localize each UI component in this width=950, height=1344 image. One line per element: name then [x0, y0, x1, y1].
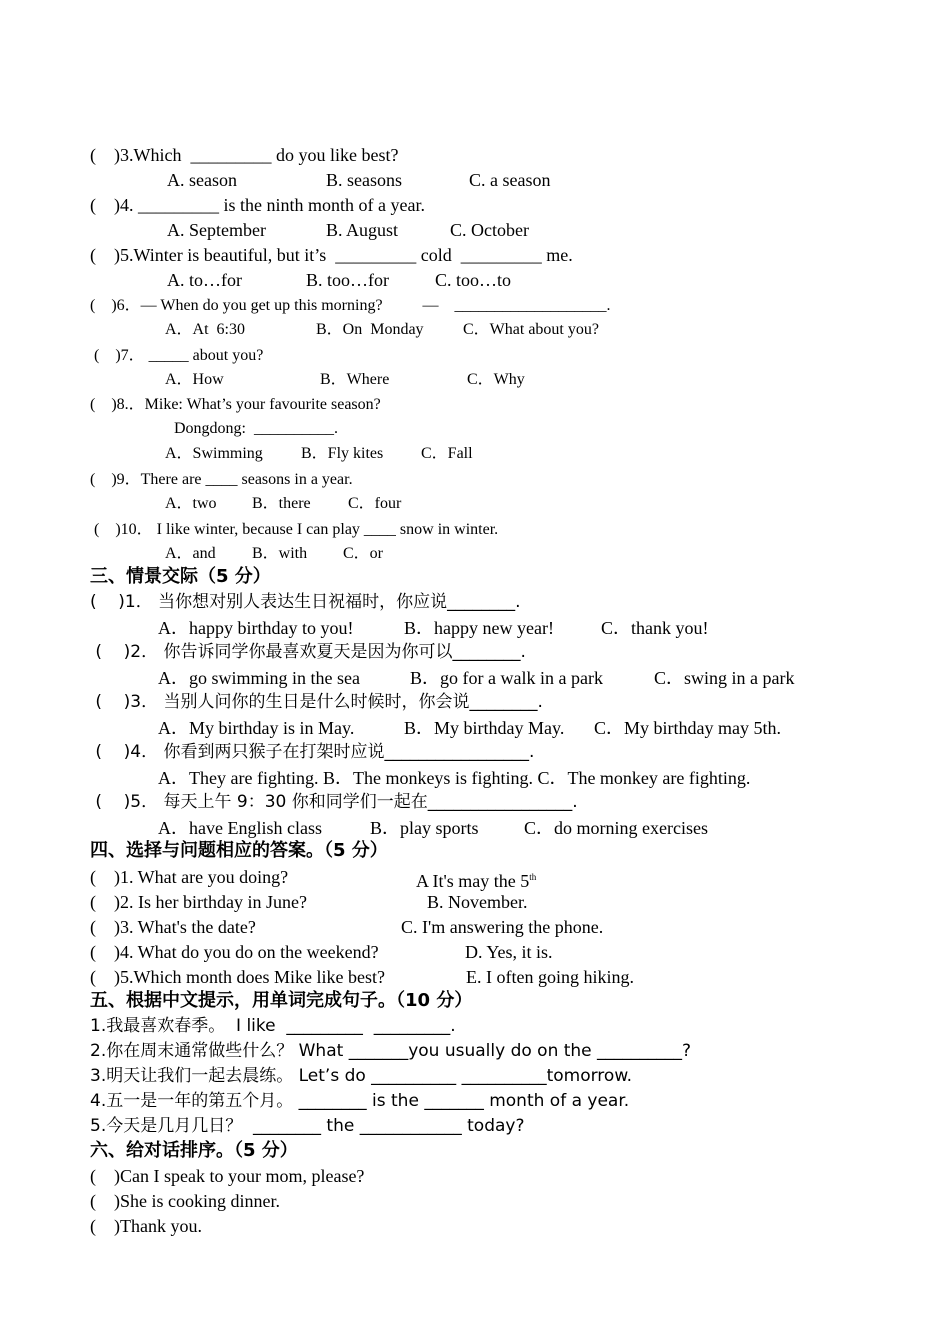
p6-line-3: ( )Thank you. — [90, 1216, 202, 1236]
p3-q2-option-c: C．swing in a park — [654, 668, 795, 688]
p4-question-3: ( )3. What's the date? — [90, 917, 256, 937]
q3-option-a: A. season — [167, 170, 237, 190]
p4-answer-c: C. I'm answering the phone. — [401, 917, 604, 937]
q7-option-b: B．Where — [320, 371, 390, 388]
q10-option-b: B．with — [252, 545, 308, 562]
q9-option-b: B．there — [252, 495, 311, 512]
p3-q5-option-b: B．play sports — [370, 818, 479, 838]
q3-option-c: C. a season — [469, 170, 551, 190]
p6-line-1: ( )Can I speak to your mom, please? — [90, 1166, 365, 1186]
p3-question-3: ( )3． 当别人问你的生日是什么时候时，你会说________. — [90, 692, 543, 712]
p5-sentence-3: 3.明天让我们一起去晨练。 Let’s do __________ __________tomorrow. — [90, 1066, 633, 1086]
section-5-heading: 五、根据中文提示，用单词完成句子。（10 分） — [90, 990, 473, 1011]
p5-sentence-4: 4.五一是一年的第五个月。 ________ is the _______ month of a year. — [90, 1091, 630, 1111]
p4-question-2: ( )2. Is her birthday in June? — [90, 892, 307, 912]
q6-option-b: B．On Monday — [316, 321, 424, 338]
p3-question-5: ( )5． 每天上午 9：30 你和同学们一起在_________________. — [90, 792, 578, 812]
question-3: ( )3.Which _________ do you like best? — [90, 145, 399, 165]
p4-question-4: ( )4. What do you do on the weekend? — [90, 942, 379, 962]
question-9: ( )9．There are ____ seasons in a year. — [90, 471, 353, 488]
q10-option-a: A．and — [165, 545, 216, 562]
p4-question-1: ( )1. What are you doing? — [90, 867, 289, 887]
p4-answer-a-sup: th — [529, 872, 537, 882]
p3-q3-option-c: C．My birthday may 5th. — [594, 718, 781, 738]
p5-sentence-2: 2.你在周末通常做些什么？ What _______you usually do on the __________? — [90, 1041, 692, 1061]
q5-option-c: C. too…to — [435, 270, 512, 290]
q10-option-c: C．or — [343, 545, 384, 562]
p4-question-5: ( )5.Which month does Mike like best? — [90, 967, 385, 987]
question-5: ( )5.Winter is beautiful, but it’s _________ cold _________ me. — [90, 245, 573, 265]
p6-line-2: ( )She is cooking dinner. — [90, 1191, 280, 1211]
p3-question-4: ( )4． 你看到两只猴子在打架时应说_________________. — [90, 742, 535, 762]
question-7: ( )7． _____ about you? — [90, 347, 264, 364]
q5-option-b: B. too…for — [306, 270, 389, 290]
section-3-heading: 三、情景交际（5 分） — [90, 566, 271, 587]
q8-option-c: C．Fall — [421, 445, 473, 462]
q6-option-c: C．What about you? — [463, 321, 599, 338]
q4-option-a: A. September — [167, 220, 266, 240]
p5-sentence-1: 1.我最喜欢春季。 I like _________ _________. — [90, 1016, 456, 1036]
p4-answer-e: E. I often going hiking. — [466, 967, 634, 987]
p4-answer-a — [416, 866, 536, 892]
p3-q5-option-c: C．do morning exercises — [524, 818, 708, 838]
p3-q2-option-b: B．go for a walk in a park — [410, 668, 603, 688]
p4-answer-b: B. November. — [427, 892, 528, 912]
q9-option-a: A．two — [165, 495, 217, 512]
q9-option-c: C．four — [348, 495, 402, 512]
q6-option-a: A．At 6:30 — [165, 321, 246, 338]
q3-option-b: B. seasons — [326, 170, 402, 190]
q4-option-c: C. October — [450, 220, 529, 240]
q8-reply: Dongdong: __________. — [174, 420, 338, 437]
question-10: ( )10． I like winter, because I can play ____ snow in winter. — [90, 521, 499, 538]
section-6-heading: 六、给对话排序。（5 分） — [90, 1140, 298, 1161]
p4-answer-a-text: A It's may the 5 — [416, 871, 530, 891]
p3-q3-option-a: A．My birthday is in May. — [158, 718, 355, 738]
p3-q1-option-c: C．thank you! — [601, 618, 709, 638]
q4-option-b: B. August — [326, 220, 399, 240]
section-4-heading: 四、选择与问题相应的答案。（5 分） — [90, 840, 388, 861]
q8-option-b: B．Fly kites — [301, 445, 384, 462]
p3-q4-options: A．They are fighting. B．The monkeys is fighting. C．The monkey are fighting. — [158, 768, 751, 788]
q8-option-a: A．Swimming — [165, 445, 263, 462]
p3-q1-option-b: B．happy new year! — [404, 618, 554, 638]
question-6: ( )6．— When do you get up this morning? — ___________________. — [90, 297, 611, 314]
p3-q3-option-b: B．My birthday May. — [404, 718, 565, 738]
p3-question-1: ( )1． 当你想对别人表达生日祝福时，你应说________. — [90, 592, 521, 612]
q5-option-a: A. to…for — [167, 270, 242, 290]
p4-answer-d: D. Yes, it is. — [465, 942, 553, 962]
p3-q5-option-a: A．have English class — [158, 818, 322, 838]
p3-question-2: ( )2． 你告诉同学你最喜欢夏天是因为你可以________. — [90, 642, 526, 662]
q7-option-c: C．Why — [467, 371, 525, 388]
p3-q1-option-a: A．happy birthday to you! — [158, 618, 354, 638]
p3-q2-option-a: A．go swimming in the sea — [158, 668, 360, 688]
q7-option-a: A．How — [165, 371, 224, 388]
question-8: ( )8.．Mike: What’s your favourite season? — [90, 396, 381, 413]
p5-sentence-5: 5.今天是几月几日？ ________ the ____________ today? — [90, 1116, 525, 1136]
question-4: ( )4. _________ is the ninth month of a year. — [90, 195, 425, 215]
